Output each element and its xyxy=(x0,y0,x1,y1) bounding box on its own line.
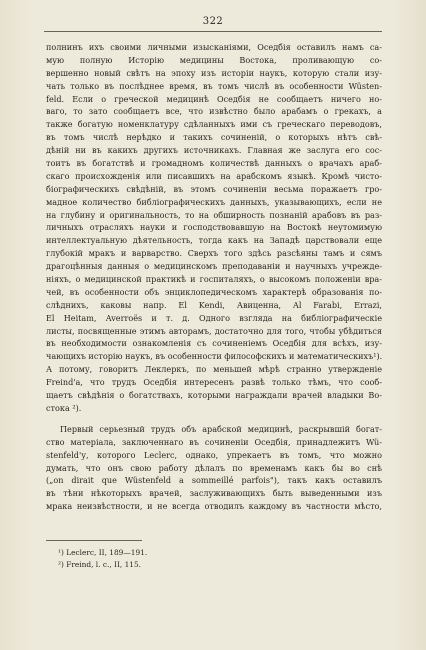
text-line: біографическихъ свѣдѣній, въ этомъ сочиненіи весьма поражаетъ гро- xyxy=(46,183,382,194)
text-line: El Heitam, Averroës и т. д. Одного взгляда на библіографическіе xyxy=(46,312,382,323)
text-line: слѣднихъ, каковы напр. El Kendi, Авиценна, Al Farabi, Errazi, xyxy=(46,299,382,310)
text-line: въ тѣни нѣкоторыхъ врачей, заслуживающихъ быть выведенными изъ xyxy=(46,488,382,499)
text-line: скаго происхожденія или писавшихъ на арабскомъ языкѣ. Кромѣ чисто- xyxy=(46,170,382,181)
text-line: глубокій мракъ и варварство. Сверхъ того здѣсь разсѣяны тамъ и сямъ xyxy=(46,248,382,259)
text-line: листы, посвященные этимъ авторамъ, достаточно для того, чтобы убѣдиться xyxy=(46,325,382,336)
paragraph-gap xyxy=(46,415,382,423)
text-line: въ необходимости ознакомленія съ сочиненіемъ Оседбія для всѣхъ, изу- xyxy=(46,338,382,349)
text-line: думать, что онъ свою работу дѣлалъ по временамъ какъ бы во снѣ xyxy=(46,462,382,473)
text-line: тоитъ въ богатствѣ и громадномъ количествѣ данныхъ о врачахъ араб- xyxy=(46,158,382,169)
text-line: мую полную Исторію медицины Востока, проливающую со- xyxy=(46,54,382,65)
text-line: драгоцѣнныя данныя о медицинскомъ преподаваніи и научныхъ учрежде- xyxy=(46,261,382,272)
text-line: щаетъ свѣдѣнія о богатствахъ, которыми награждали врачей владыки Во- xyxy=(46,390,382,401)
body-text xyxy=(46,41,382,513)
text-line: стока ²). xyxy=(46,402,82,413)
text-line: интеллектуальную дѣятельность, тогда какъ на Западѣ царствовали еще xyxy=(46,235,382,246)
text-line: ваго, то зато сообщаетъ все, что извѣстно было арабамъ о грекахъ, а xyxy=(46,106,382,117)
page-number: 322 xyxy=(202,16,224,27)
footnote-rule xyxy=(46,540,142,541)
header-rule xyxy=(44,31,382,32)
text-line: А потому, говоритъ Леклеркъ, по меньшей мѣрѣ странно утвержденіе xyxy=(46,364,382,375)
text-line: вершенно новый свѣтъ на эпоху изъ исторіи наукъ, которую стали изу- xyxy=(46,67,382,78)
text-line: на глубину и оригинальность, то на обширность познаній арабовъ въ раз- xyxy=(46,209,382,220)
footnote: ¹) Leclerc, II, 189—191. xyxy=(58,548,148,557)
text-line: Freind'а, что трудъ Оседбія интересенъ развѣ только тѣмъ, что сооб- xyxy=(46,377,382,388)
text-line: stenfeld'у, которого Leclerc, однако, упрекаетъ въ томъ, что можно xyxy=(46,449,382,460)
paragraph xyxy=(46,423,382,513)
text-line: чей, въ особенности объ энциклопедическомъ характерѣ образованія по- xyxy=(46,286,382,297)
footnote: ²) Freind, l. c., II, 115. xyxy=(58,560,142,569)
text-line: („on dirait que Wüstenfeld a sommeillé parfois"), такъ какъ оставилъ xyxy=(46,475,382,486)
text-line: въ томъ числѣ нерѣдко и такихъ сочиненій, о которыхъ нѣтъ свѣ- xyxy=(46,132,382,143)
text-line: feld. Если о греческой медицинѣ Оседбія не сообщаетъ ничего но- xyxy=(46,93,382,104)
text-line: мрака неизвѣстности, и не всегда отводилъ каждому въ частности мѣсто, xyxy=(46,501,382,512)
text-line: личныхъ отрасляхъ науки и господствовавшую на Востокѣ неутомимую xyxy=(46,222,382,233)
text-line: ніяхъ, о медицинской практикѣ и госпиталяхъ, о высокомъ положеніи вра- xyxy=(46,274,382,285)
footnotes xyxy=(58,547,308,571)
text-line: дѣній ни въ какихъ другихъ источникахъ. Главная же заслуга его сос- xyxy=(46,145,382,156)
text-line: полнинъ ихъ своими личными изысканіями, Оседбія оставилъ намъ са- xyxy=(46,42,382,52)
text-line: Первый серьезный трудъ объ арабской медицинѣ, раскрывшій богат- xyxy=(60,423,382,434)
paragraph xyxy=(46,41,382,415)
text-line: чающихъ исторію наукъ, въ особенности философскихъ и математическихъ¹). xyxy=(46,351,382,362)
text-line: ство матеріала, заключеннаго въ сочиненіи Оседбія, принадлежитъ Wü- xyxy=(46,436,382,447)
text-line: мадное количество библіографическихъ данныхъ, указывающихъ, если не xyxy=(46,196,382,207)
text-line: чать только въ послѣднее время, въ томъ числѣ въ особенности Wüsten- xyxy=(46,80,382,91)
text-line: также богатую номенклатуру сдѣланныхъ ими съ греческаго переводовъ, xyxy=(46,119,382,130)
